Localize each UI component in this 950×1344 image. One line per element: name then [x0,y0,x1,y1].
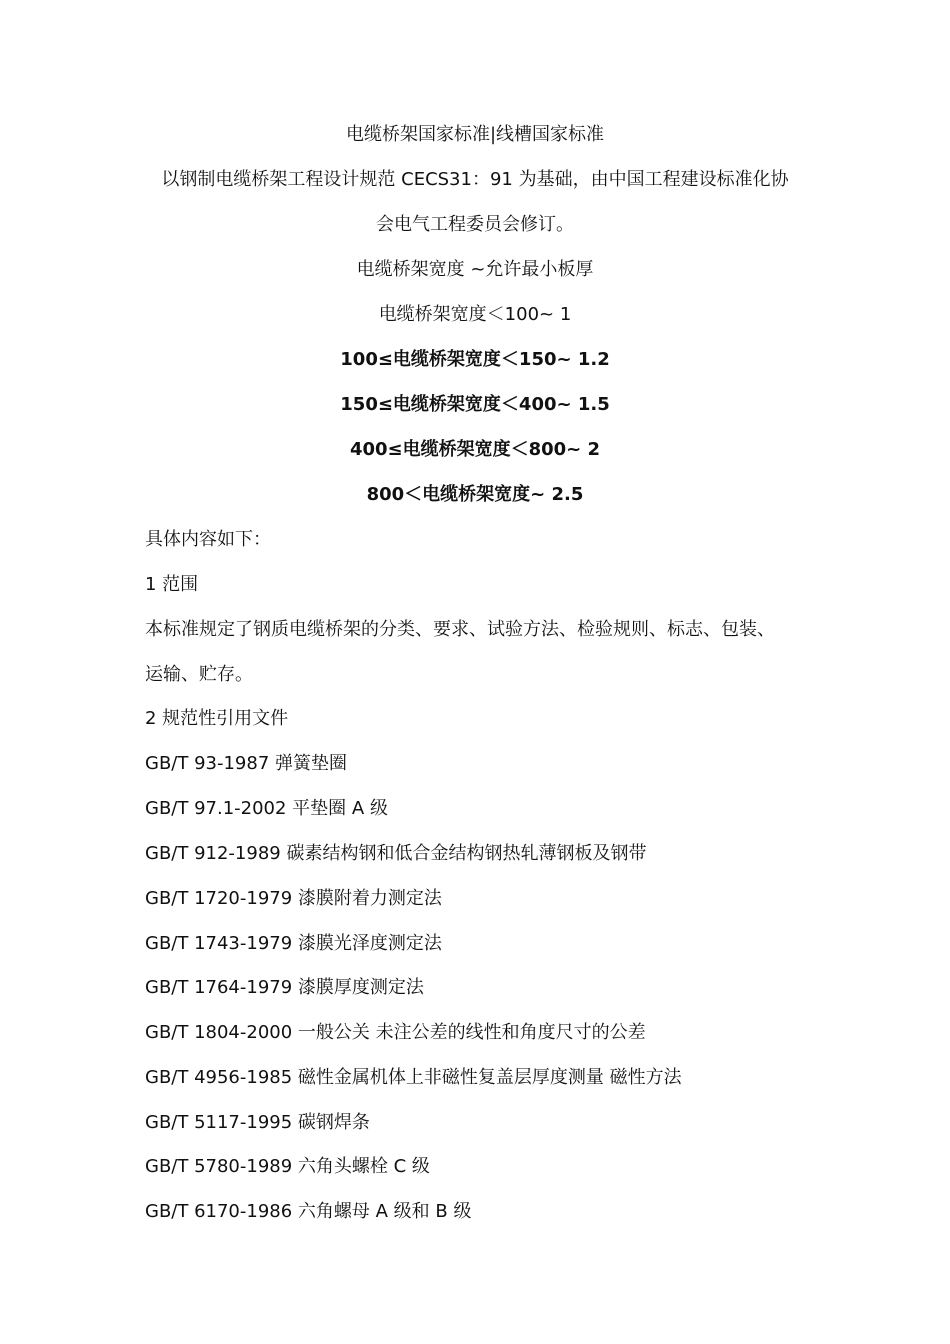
content-intro: 具体内容如下： [145,529,271,550]
section-1-body-line-2: 运输、贮存。 [145,664,253,685]
thickness-row: 800＜电缆桥架宽度~ 2.5 [366,484,584,505]
thickness-row: 100≤电缆桥架宽度＜150~ 1.2 [340,349,610,370]
reference-item: GB/T 912-1989 碳素结构钢和低合金结构钢热轧薄钢板及钢带 [145,843,647,864]
intro-line-1: 以钢制电缆桥架工程设计规范 CECS31：91 为基础，由中国工程建设标准化协 [161,169,789,190]
thickness-row: 150≤电缆桥架宽度＜400~ 1.5 [340,394,610,415]
reference-item: GB/T 1764-1979 漆膜厚度测定法 [145,977,424,998]
reference-item: GB/T 1720-1979 漆膜附着力测定法 [145,888,442,909]
section-2-heading: 2 规范性引用文件 [145,708,289,729]
section-1-body-line-1: 本标准规定了钢质电缆桥架的分类、要求、试验方法、检验规则、标志、包装、 [145,619,775,640]
reference-item: GB/T 5117-1995 碳钢焊条 [145,1112,370,1133]
intro-line-2: 会电气工程委员会修订。 [376,214,574,235]
reference-item: GB/T 5780-1989 六角头螺栓 C 级 [145,1156,430,1177]
thickness-table-heading: 电缆桥架宽度 ~允许最小板厚 [356,259,594,280]
document-title: 电缆桥架国家标准|线槽国家标准 [345,124,605,145]
reference-item: GB/T 6170-1986 六角螺母 A 级和 B 级 [145,1201,472,1222]
thickness-row: 400≤电缆桥架宽度＜800~ 2 [349,439,601,460]
reference-item: GB/T 4956-1985 磁性金属机体上非磁性复盖层厚度测量 磁性方法 [145,1067,682,1088]
thickness-row: 电缆桥架宽度＜100~ 1 [378,304,572,325]
reference-item: GB/T 97.1-2002 平垫圈 A 级 [145,798,388,819]
reference-item: GB/T 1804-2000 一般公关 未注公差的线性和角度尺寸的公差 [145,1022,646,1043]
section-1-heading: 1 范围 [145,574,199,595]
reference-item: GB/T 93-1987 弹簧垫圈 [145,753,348,774]
reference-item: GB/T 1743-1979 漆膜光泽度测定法 [145,933,442,954]
